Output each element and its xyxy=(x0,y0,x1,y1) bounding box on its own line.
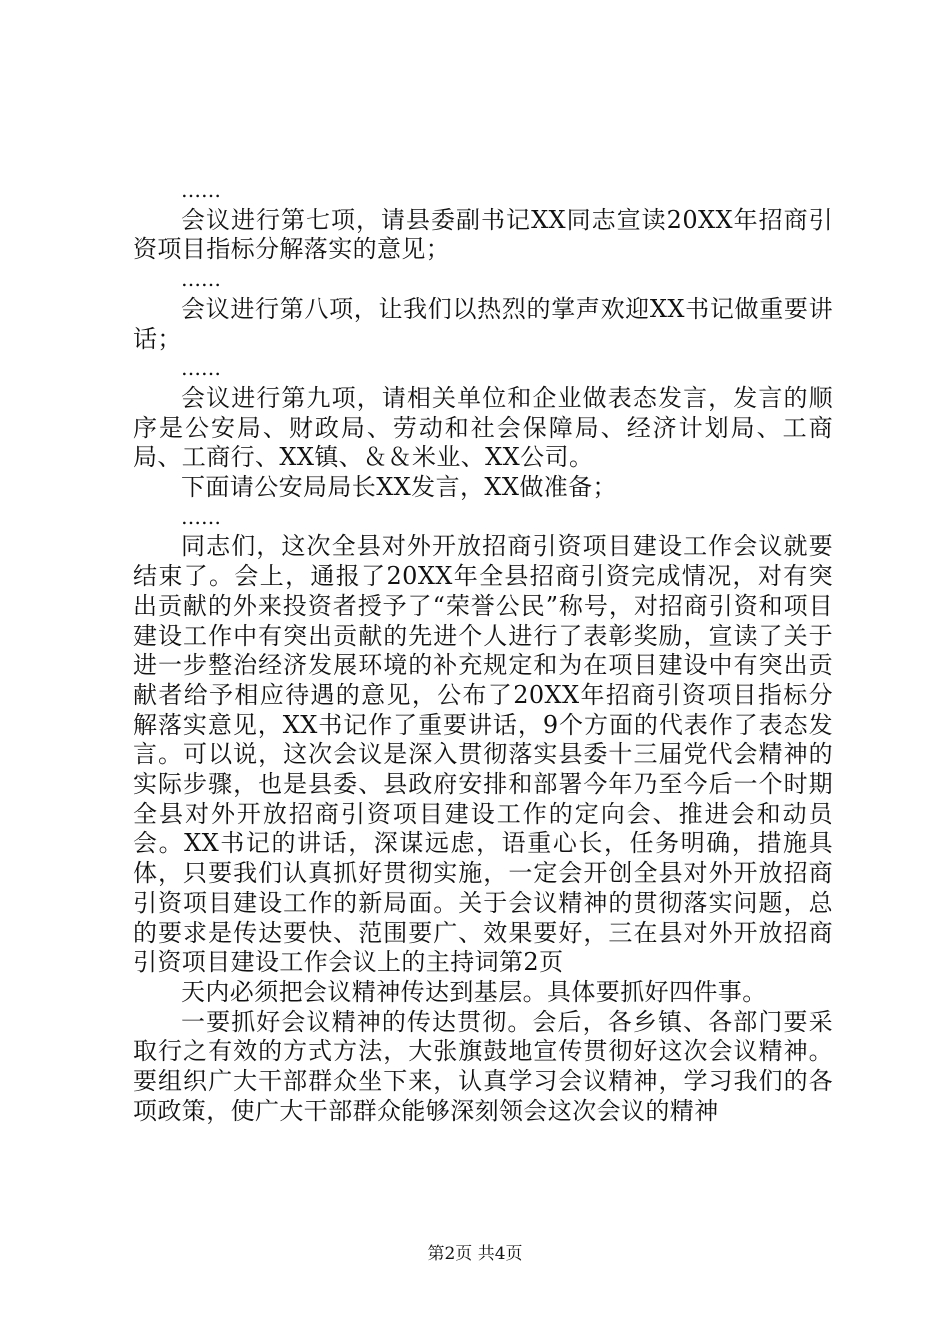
ellipsis-paragraph: …… xyxy=(181,504,221,529)
ellipsis-paragraph: …… xyxy=(181,267,221,292)
paragraph-item-nine: 会议进行第九项，请相关单位和企业做表态发言，发言的顺序是公安局、财政局、劳动和社会保障局、经济计划局、工商局、工商行、XX镇、＆＆米业、XX公司。 xyxy=(133,383,833,472)
page-number-label: 第2页 共4页 xyxy=(427,1244,523,1264)
ellipsis-paragraph: …… xyxy=(181,356,221,381)
paragraph-continuation: 天内必须把会议精神传达到基层。具体要抓好四件事。 xyxy=(181,977,767,1006)
paragraph-speaker-call: 下面请公安局局长XX发言，XX做准备； xyxy=(181,473,617,502)
paragraph-closing-summary: 同志们，这次全县对外开放招商引资项目建设工作会议就要结束了。会上，通报了20XX年全县招商引资完成情况，对有突出贡献的外来投资者授予了“荣誉公民”称号，对招商引资和项目建设工作中有突出贡献的先进个人进行了表彰奖励，宣读了关于进一步整治经济发展环境的补充规定和为在项目建设中有突出贡献者给予相应待遇的意见，公布了20XX年招商引资项目指标分解落实意见，XX书记作了重要讲话，9个方面的代表作了表态发言。可以说，这次会议是深入贯彻落实县委十三届党代会精神的实际步骤，也是县委、县政府安排和部署今年乃至今后一个时期全县对外开放招商引资项目建设工作的定向会、推进会和动员会。XX书记的讲话，深谋远虑，语重心长，任务明确，措施具体，只要我们认真抓好贯彻实施，一定会开创全县对外开放招商引资项目建设工作的新局面。关于会议精神的贯彻落实问题，总的要求是传达要快、范围要广、效果要好，三在县对外开放招商引资项目建设工作会议上的主持词第2页 xyxy=(133,532,833,977)
paragraph-item-eight: 会议进行第八项，让我们以热烈的掌声欢迎XX书记做重要讲话； xyxy=(133,294,833,353)
page-footer xyxy=(0,1244,950,1264)
ellipsis-paragraph: …… xyxy=(181,178,221,202)
paragraph-item-seven: 会议进行第七项，请县委副书记XX同志宣读20XX年招商引资项目指标分解落实的意见； xyxy=(133,205,833,264)
paragraph-task-one: 一要抓好会议精神的传达贯彻。会后，各乡镇、各部门要采取行之有效的方式方法，大张旗鼓地宣传贯彻好这次会议精神。要组织广大干部群众坐下来，认真学习会议精神，学习我们的各项政策，使广大干部群众能够深刻领会这次会议的精神 xyxy=(133,1007,833,1125)
document-body xyxy=(133,176,833,1127)
